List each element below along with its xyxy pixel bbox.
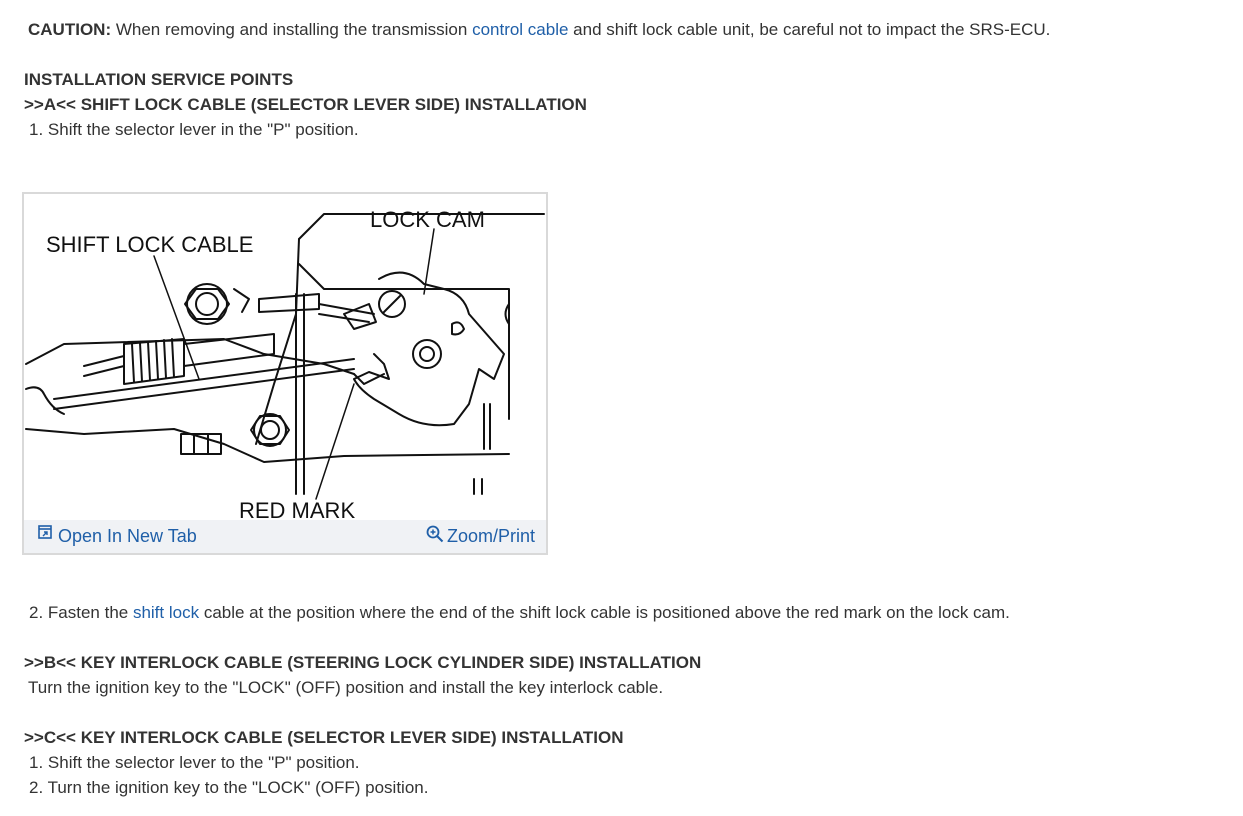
section-c-heading: >>C<< KEY INTERLOCK CABLE (SELECTOR LEVER SIDE) INSTALLATION (24, 728, 624, 747)
section-b-text: Turn the ignition key to the "LOCK" (OFF) position and install the key interlock cable. (28, 678, 664, 697)
caution-text-before: When removing and installing the transmission (111, 20, 473, 39)
step-2-text-after: cable at the position where the end of the shift lock cable is positioned above the red mark on the lock cam. (199, 603, 1010, 622)
step-2-text-before: 2. Fasten the (29, 603, 133, 622)
section-c-step-1: 1. Shift the selector lever to the "P" position. (29, 753, 360, 772)
control-cable-link[interactable]: control cable (472, 20, 569, 39)
zoom-print-link[interactable] (426, 525, 535, 547)
section-title: INSTALLATION SERVICE POINTS (24, 70, 294, 89)
section-b-heading: >>B<< KEY INTERLOCK CABLE (STEERING LOCK CYLINDER SIDE) INSTALLATION (24, 653, 702, 672)
caution-paragraph (28, 19, 1050, 41)
section-c-step-2: 2. Turn the ignition key to the "LOCK" (OFF) position. (29, 778, 429, 797)
caution-label: CAUTION: (28, 20, 112, 39)
section-a-step-1: 1. Shift the selector lever in the "P" position. (29, 120, 359, 139)
shift-lock-diagram (24, 194, 546, 520)
section-a-step-2 (29, 602, 1010, 624)
figure-action-bar (24, 520, 546, 553)
red-mark-label: RED MARK (239, 498, 356, 520)
shift-lock-link[interactable]: shift lock (132, 603, 200, 622)
section-a-heading: >>A<< SHIFT LOCK CABLE (SELECTOR LEVER SIDE) INSTALLATION (24, 95, 587, 114)
open-new-tab-label: Open In New Tab (58, 526, 197, 546)
caution-text-after: and shift lock cable unit, be careful not to impact the SRS-ECU. (568, 20, 1051, 39)
diagram-figure (22, 192, 548, 555)
shift-lock-cable-label: SHIFT LOCK CABLE (46, 232, 254, 257)
zoom-print-label: Zoom/Print (447, 526, 536, 546)
lock-cam-label: LOCK CAM (370, 207, 485, 232)
zoom-icon (426, 527, 444, 545)
open-new-tab-link[interactable] (38, 525, 197, 547)
open-new-tab-icon (38, 529, 52, 543)
